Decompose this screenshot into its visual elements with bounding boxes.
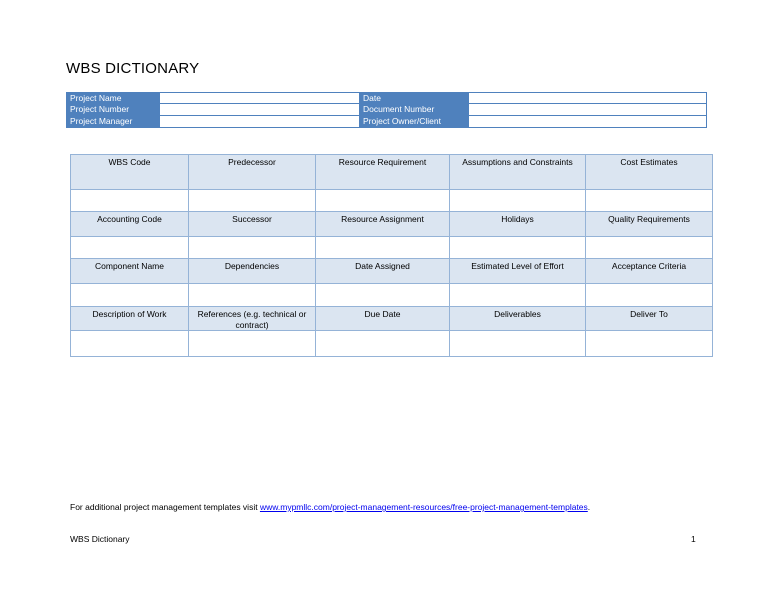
project-number-field[interactable] [159, 104, 360, 114]
project-manager-label: Project Manager [67, 116, 159, 127]
grid-header-cell: Estimated Level of Effort [450, 259, 586, 284]
project-owner-field[interactable] [468, 116, 706, 127]
grid-header-cell: References (e.g. technical or contract) [189, 307, 316, 331]
assumptions-value[interactable] [450, 190, 586, 212]
grid-header-cell: Resource Requirement [316, 155, 450, 190]
grid-header-cell: Description of Work [71, 307, 189, 331]
templates-link[interactable]: www.mypmllc.com/project-management-resources/free-project-management-templates [259, 502, 588, 512]
grid-header-cell: Quality Requirements [586, 212, 712, 237]
project-number-label: Project Number [67, 104, 159, 114]
grid-header-cell: Due Date [316, 307, 450, 331]
component-name-value[interactable] [71, 284, 189, 307]
grid-header-cell: WBS Code [71, 155, 189, 190]
due-date-value[interactable] [316, 331, 450, 356]
grid-header-cell: Deliver To [586, 307, 712, 331]
grid-header-cell: Cost Estimates [586, 155, 712, 190]
holidays-value[interactable] [450, 237, 586, 259]
predecessor-value[interactable] [189, 190, 316, 212]
grid-header-cell: Predecessor [189, 155, 316, 190]
grid-header-cell: Component Name [71, 259, 189, 284]
templates-note [70, 502, 590, 512]
deliver-to-value[interactable] [586, 331, 712, 356]
grid-header-cell: Date Assigned [316, 259, 450, 284]
document-number-label: Document Number [360, 104, 468, 114]
wbs-dictionary-grid [70, 154, 713, 357]
quality-requirements-value[interactable] [586, 237, 712, 259]
grid-header-cell: Successor [189, 212, 316, 237]
project-owner-label: Project Owner/Client [360, 116, 468, 127]
grid-header-cell: Accounting Code [71, 212, 189, 237]
project-name-label: Project Name [67, 93, 159, 103]
templates-note-text: For additional project management templates visit [70, 502, 260, 512]
project-info-table [66, 92, 707, 128]
grid-header-cell: Holidays [450, 212, 586, 237]
wbs-code-value[interactable] [71, 190, 189, 212]
grid-header-cell: Acceptance Criteria [586, 259, 712, 284]
info-row-project-manager [67, 116, 706, 127]
resource-requirement-value[interactable] [316, 190, 450, 212]
templates-note-period: . [587, 502, 591, 512]
grid-header-cell: Assumptions and Constraints [450, 155, 586, 190]
references-value[interactable] [189, 331, 316, 356]
resource-assignment-value[interactable] [316, 237, 450, 259]
info-row-project-number [67, 104, 706, 115]
level-of-effort-value[interactable] [450, 284, 586, 307]
date-field[interactable] [468, 93, 706, 103]
accounting-code-value[interactable] [71, 237, 189, 259]
date-label: Date [360, 93, 468, 103]
cost-estimates-value[interactable] [586, 190, 712, 212]
grid-header-cell: Dependencies [189, 259, 316, 284]
grid-header-cell: Deliverables [450, 307, 586, 331]
date-assigned-value[interactable] [316, 284, 450, 307]
document-title: WBS DICTIONARY [66, 60, 200, 77]
dependencies-value[interactable] [189, 284, 316, 307]
footer-document-name: WBS Dictionary [70, 534, 130, 544]
grid-header-cell: Resource Assignment [316, 212, 450, 237]
project-name-field[interactable] [159, 93, 360, 103]
project-manager-field[interactable] [159, 116, 360, 127]
successor-value[interactable] [189, 237, 316, 259]
description-of-work-value[interactable] [71, 331, 189, 356]
acceptance-criteria-value[interactable] [586, 284, 712, 307]
info-row-project-name [67, 93, 706, 104]
deliverables-value[interactable] [450, 331, 586, 356]
page-number: 1 [691, 534, 696, 544]
document-number-field[interactable] [468, 104, 706, 114]
